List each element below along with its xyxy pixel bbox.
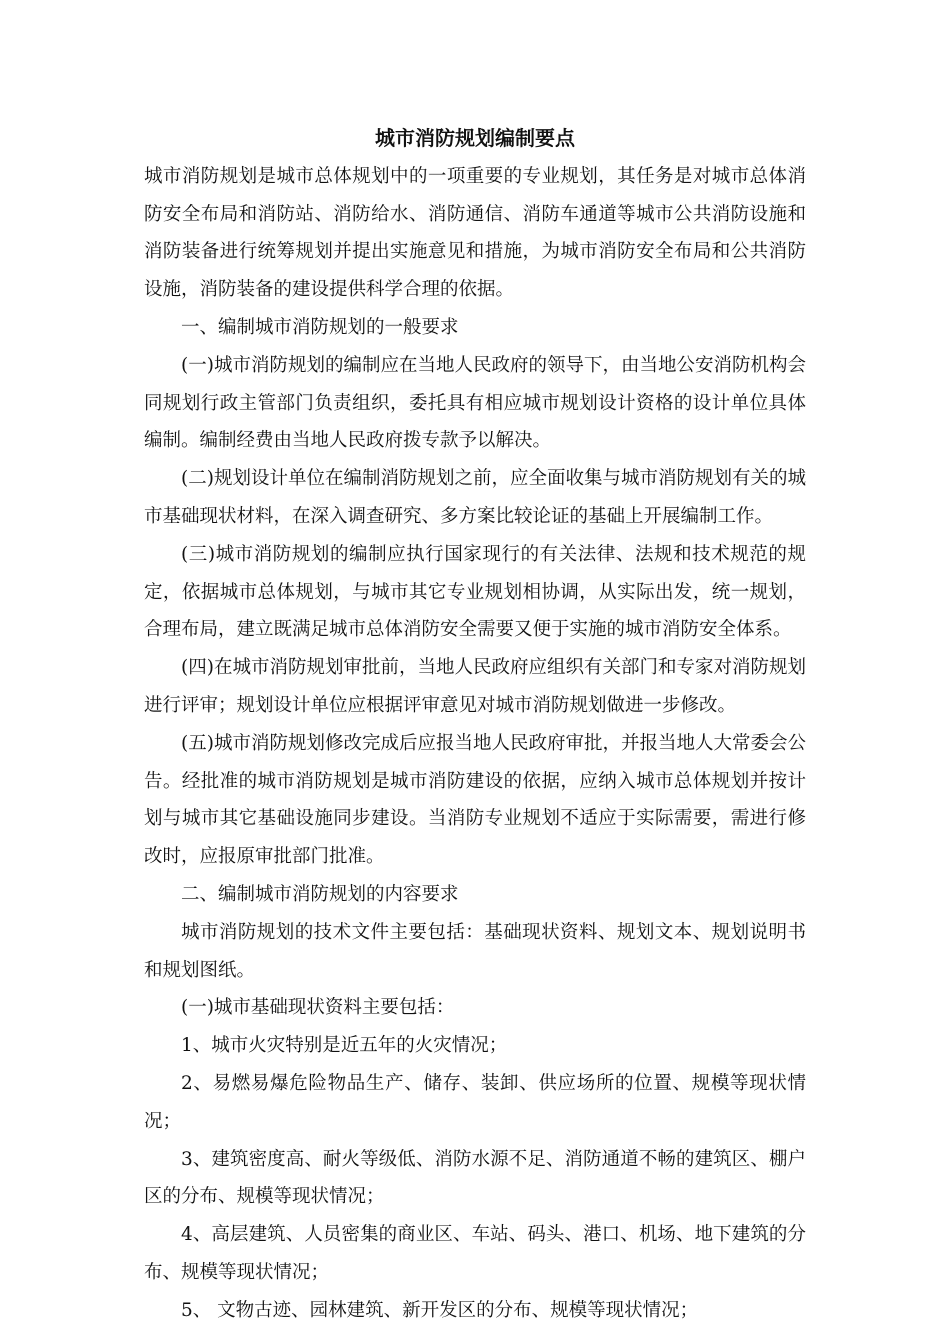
list-item-1: 1、城市火灾特别是近五年的火灾情况； (181, 1035, 508, 1057)
document-body (144, 120, 806, 1330)
paragraph-item-1: (一)城市消防规划的编制应在当地人民政府的领导下，由当地公安消防机构会同规划行政主管部门负责组织，委托具有相应城市规划设计资格的设计单位具体编制。编制经费由当地人民政府拨专款予以解决。 (144, 354, 806, 452)
section-heading-2: 二、编制城市消防规划的内容要求 (181, 883, 459, 905)
paragraph-item-3: (三)城市消防规划的编制应执行国家现行的有关法律、法规和技术规范的规定，依据城市总体规划，与城市其它专业规划相协调，从实际出发，统一规划，合理布局，建立既满足城市总体消防安全需要又便于实施的城市消防安全体系。 (144, 543, 806, 641)
paragraph-item-5: (五)城市消防规划修改完成后应报当地人民政府审批，并报当地人大常委会公告。经批准的城市消防规划是城市消防建设的依据，应纳入城市总体规划并按计划与城市其它基础设施同步建设。当消防专业规划不适应于实际需要，需进行修改时，应报原审批部门批准。 (144, 732, 806, 868)
section-heading-1: 一、编制城市消防规划的一般要求 (181, 316, 459, 338)
list-item-2: 2、易燃易爆危险物品生产、储存、装卸、供应场所的位置、规模等现状情况； (144, 1072, 806, 1132)
paragraph-item-2: (二)规划设计单位在编制消防规划之前，应全面收集与城市消防规划有关的城市基础现状材料，在深入调查研究、多方案比较论证的基础上开展编制工作。 (144, 468, 806, 527)
paragraph-intro: 城市消防规划是城市总体规划中的一项重要的专业规划，其任务是对城市总体消防安全布局和消防站、消防给水、消防通信、消防车通道等城市公共消防设施和消防装备进行统筹规划并提出实施意见和措施，为城市消防安全布局和公共消防设施，消防装备的建设提供科学合理的依据。 (144, 165, 806, 301)
list-item-3: 3、建筑密度高、耐火等级低、消防水源不足、消防通道不畅的建筑区、棚户区的分布、规模等现状情况； (144, 1148, 806, 1208)
list-item-5: 5、 文物古迹、园林建筑、新开发区的分布、规模等现状情况； (181, 1299, 699, 1321)
paragraph-item-4: (四)在城市消防规划审批前，当地人民政府应组织有关部门和专家对消防规划进行评审；规划设计单位应根据评审意见对城市消防规划做进一步修改。 (144, 657, 806, 716)
list-item-4: 4、高层建筑、人员密集的商业区、车站、码头、港口、机场、地下建筑的分布、规模等现状情况； (144, 1224, 806, 1283)
document-title: 城市消防规划编制要点 (375, 126, 575, 150)
paragraph-technical-docs: 城市消防规划的技术文件主要包括：基础现状资料、规划文本、规划说明书和规划图纸。 (144, 921, 806, 981)
subsection-heading-1: (一)城市基础现状资料主要包括： (181, 997, 455, 1019)
